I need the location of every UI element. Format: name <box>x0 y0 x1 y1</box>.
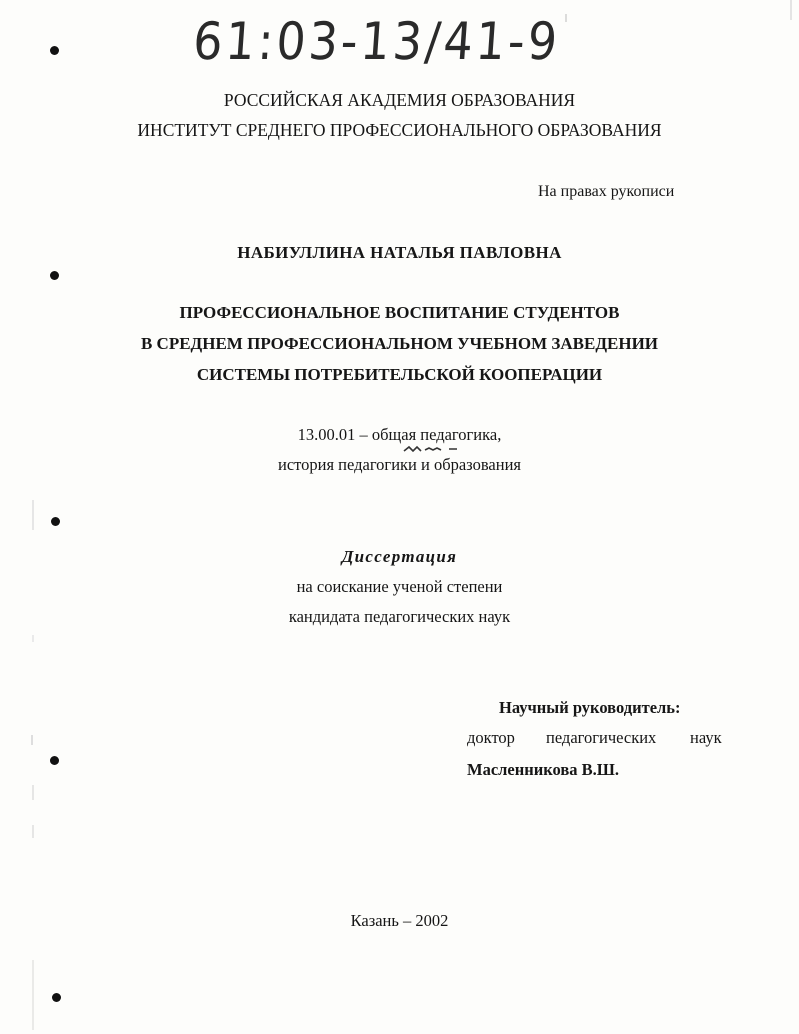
work-type-line-1: на соискание ученой степени <box>296 577 503 596</box>
city-year: Казань – 2002 <box>350 911 449 930</box>
binding-hole-dot-2 <box>50 271 59 280</box>
rights-note: На правах рукописи <box>538 183 675 200</box>
specialty-line-2: история педагогики и образования <box>277 455 521 474</box>
binding-hole-dot-5 <box>52 993 61 1002</box>
binding-hole-dot-3 <box>51 517 60 526</box>
handwritten-archive-code: 61:03-13/41-9 <box>191 10 563 72</box>
work-type-label: Диссертация <box>341 547 458 566</box>
binding-hole-dot-4 <box>50 756 59 765</box>
academy-name: РОССИЙСКАЯ АКАДЕМИЯ ОБРАЗОВАНИЯ <box>223 90 576 110</box>
institute-name: ИНСТИТУТ СРЕДНЕГО ПРОФЕССИОНАЛЬНОГО ОБРАЗОВАНИЯ <box>137 120 662 140</box>
thesis-title-line-3: СИСТЕМЫ ПОТРЕБИТЕЛЬСКОЙ КООПЕРАЦИИ <box>196 365 603 384</box>
thesis-title-line-2: В СРЕДНЕМ ПРОФЕССИОНАЛЬНОМ УЧЕБНОМ ЗАВЕДЕНИИ <box>140 334 659 353</box>
supervisor-degree-word-1: доктор <box>467 728 515 747</box>
supervisor-heading: Научный руководитель: <box>499 698 681 717</box>
thesis-title-line-1: ПРОФЕССИОНАЛЬНОЕ ВОСПИТАНИЕ СТУДЕНТОВ <box>179 303 620 322</box>
binding-hole-dot-1 <box>50 46 59 55</box>
supervisor-degree-word-2: педагогических <box>546 728 657 747</box>
pen-scribble-mark <box>403 444 459 454</box>
supervisor-name: Масленникова В.Ш. <box>467 760 620 779</box>
supervisor-degree-word-3: наук <box>690 728 722 747</box>
author-name: НАБИУЛЛИНА НАТАЛЬЯ ПАВЛОВНА <box>237 243 562 262</box>
specialty-line-1: 13.00.01 – общая педагогика, <box>297 425 502 444</box>
work-type-line-2: кандидата педагогических наук <box>288 607 511 626</box>
